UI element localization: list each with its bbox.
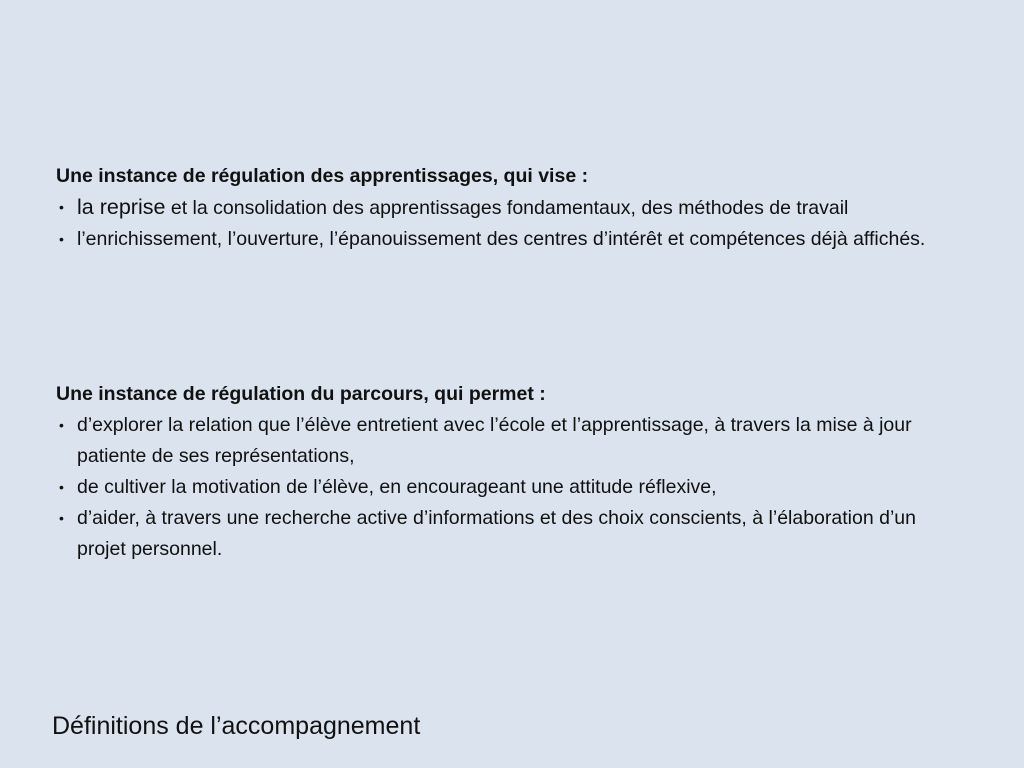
list-item xyxy=(56,410,956,472)
emphasized-lead: la reprise xyxy=(77,195,166,219)
bullet-list xyxy=(56,192,956,255)
section-path-regulation xyxy=(56,379,956,565)
list-item xyxy=(56,503,956,565)
list-item xyxy=(56,472,956,503)
list-item xyxy=(56,192,956,224)
list-item-text: de cultiver la motivation de l’élève, en encourageant une attitude réflexive, xyxy=(77,476,717,498)
list-item-text: d’explorer la relation que l’élève entretient avec l’école et l’apprentissage, à travers la mise à jour patiente de ses représentations, xyxy=(77,414,912,467)
list-item-text: et la consolidation des apprentissages fondamentaux, des méthodes de travail xyxy=(165,197,849,219)
bullet-list xyxy=(56,410,956,565)
slide-title: Définitions de l’accompagnement xyxy=(52,712,421,740)
list-item-text: l’enrichissement, l’ouverture, l’épanouissement des centres d’intérêt et compétences déjà affichés. xyxy=(77,228,926,250)
list-item-text: d’aider, à travers une recherche active d’informations et des choix conscients, à l’élaboration d’un projet personnel. xyxy=(77,507,916,560)
section-heading: Une instance de régulation des apprentissages, qui vise : xyxy=(56,165,589,187)
section-heading: Une instance de régulation du parcours, qui permet : xyxy=(56,383,546,405)
list-item xyxy=(56,224,956,255)
section-learning-regulation xyxy=(56,161,956,255)
